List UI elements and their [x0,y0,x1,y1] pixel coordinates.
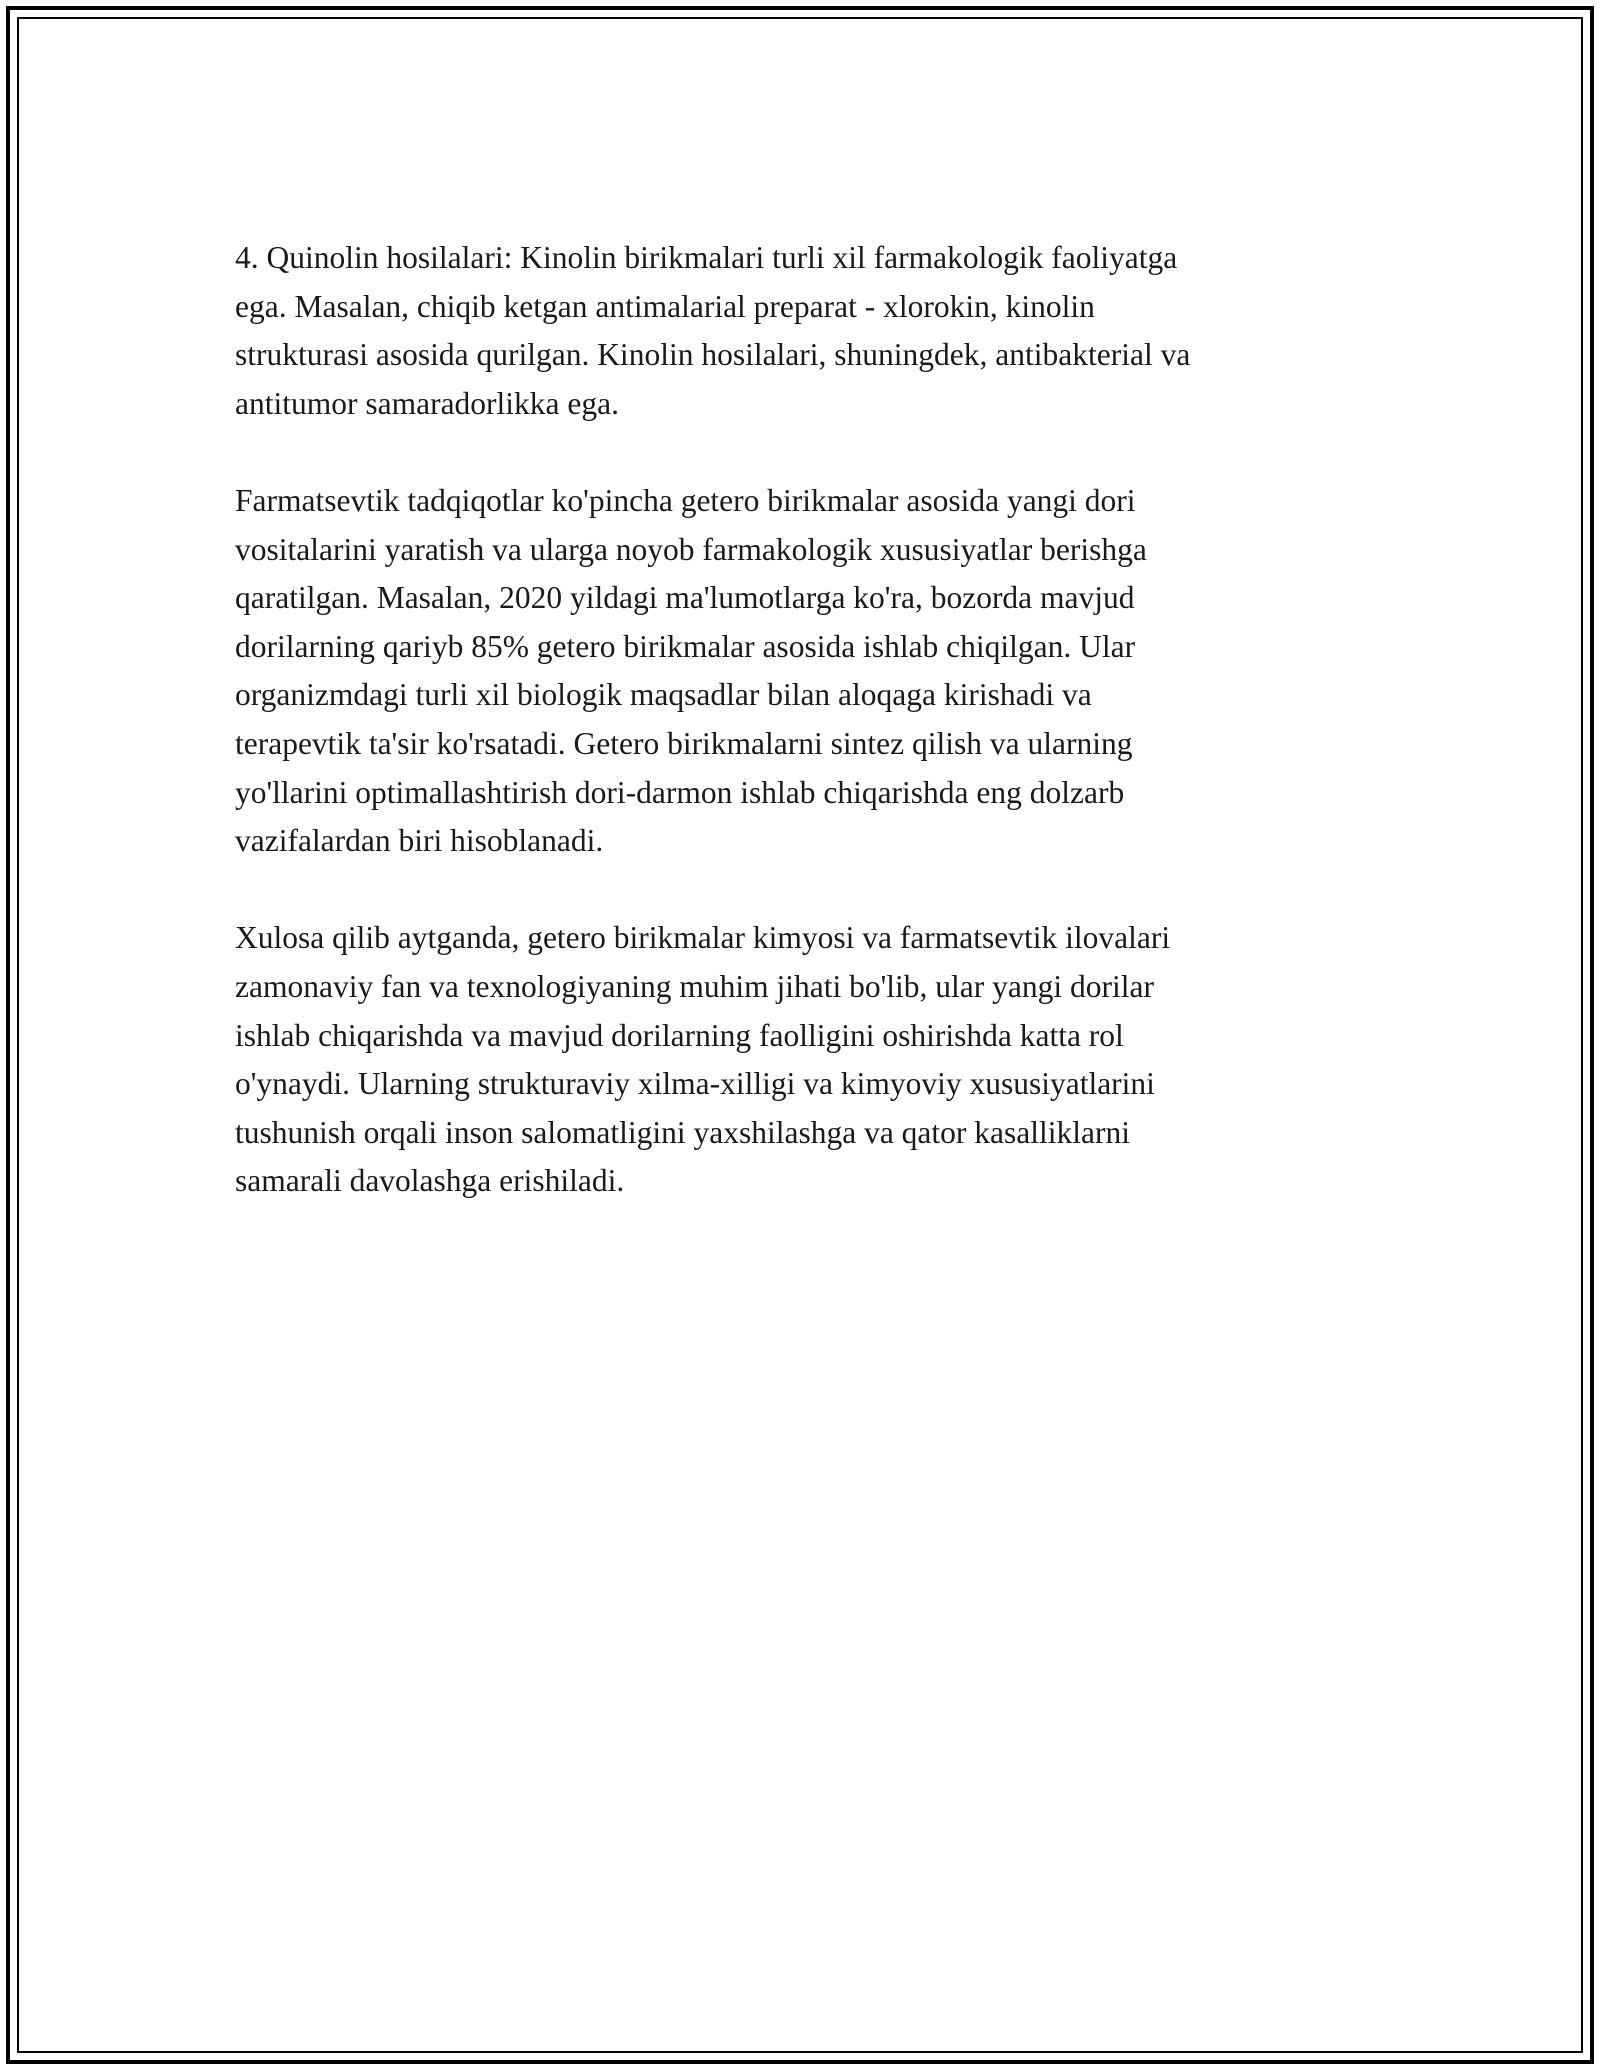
text-line: organizmdagi turli xil biologik maqsadlar bilan aloqaga kirishadi va [235,677,1092,713]
text-line: qaratilgan. Masalan, 2020 yildagi ma'lumotlarga ko'ra, bozorda mavjud [235,580,1135,616]
text-line: tushunish orqali inson salomatligini yaxshilashga va qator kasalliklarni [235,1114,1130,1150]
text-line: 4. Quinolin hosilalari: Kinolin birikmalari turli xil farmakologik faoliyatga [235,240,1178,275]
text-line: zamonaviy fan va texnologiyaning muhim jihati bo'lib, ular yangi dorilar [235,968,1154,1004]
document-body [235,234,1365,1206]
text-line: vositalarini yaratish va ularga noyob farmakologik xususiyatlar berishga [235,531,1147,567]
text-line: samarali davolashga erishiladi. [235,1163,625,1199]
text-line: ishlab chiqarishda va mavjud dorilarning faolligini oshirishda katta rol [235,1017,1124,1053]
text-line: yo'llarini optimallashtirish dori-darmon ishlab chiqarishda eng dolzarb [235,774,1125,810]
text-line: ega. Masalan, chiqib ketgan antimalarial preparat - xlorokin, kinolin [235,288,1095,324]
text-line: Xulosa qilib aytganda, getero birikmalar kimyosi va farmatsevtik ilovalari [235,920,1171,956]
text-line: terapevtik ta'sir ko'rsatadi. Getero birikmalarni sintez qilish va ularning [235,725,1133,761]
text-line: vazifalardan biri hisoblanadi. [235,823,604,859]
paragraph-conclusion [235,914,1365,1206]
text-line: dorilarning qariyb 85% getero birikmalar asosida ishlab chiqilgan. Ular [235,628,1136,664]
paragraph-quinolin [235,234,1365,428]
text-line: antitumor samaradorlikka ega. [235,385,619,421]
paragraph-pharma-research [235,477,1365,866]
text-line: o'ynaydi. Ularning strukturaviy xilma-xilligi va kimyoviy xususiyatlarini [235,1066,1155,1102]
text-line: Farmatsevtik tadqiqotlar ko'pincha getero birikmalar asosida yangi dori [235,482,1136,518]
text-line: strukturasi asosida qurilgan. Kinolin hosilalari, shuningdek, antibakterial va [235,337,1191,373]
